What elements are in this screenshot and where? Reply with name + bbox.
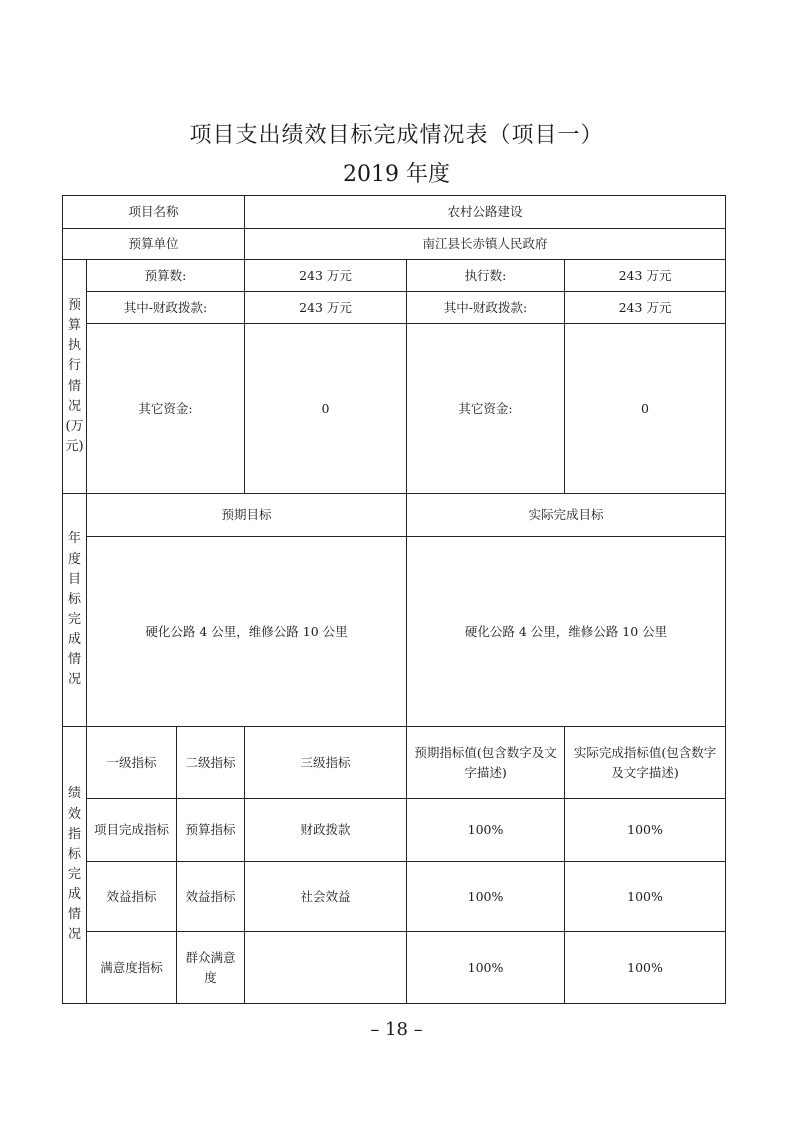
level1-indicator: 效益指标	[87, 862, 177, 932]
annual-goal-header-row	[63, 494, 726, 537]
execution-amount-label: 执行数:	[407, 260, 565, 292]
actual-goal-header: 实际完成目标	[407, 494, 726, 537]
budget-section-char: 执	[67, 338, 81, 354]
table-row	[63, 862, 726, 932]
fiscal-value-right: 243 万元	[565, 292, 726, 324]
annual-goal-section-char: 完	[67, 612, 81, 627]
annual-goal-section-char: 况	[67, 672, 81, 688]
budget-section-label	[63, 260, 87, 494]
level1-indicator: 项目完成指标	[87, 799, 177, 862]
annual-goal-section-char: 成	[67, 632, 81, 648]
execution-amount-value: 243 万元	[565, 260, 726, 292]
other-funds-label-left: 其它资金:	[87, 324, 245, 494]
budget-amount-value: 243 万元	[245, 260, 407, 292]
expected-goal-text: 硬化公路 4 公里，维修公路 10 公里	[87, 537, 407, 727]
indicator-header-row	[63, 727, 726, 799]
page-number: – 18 –	[370, 1019, 423, 1040]
expected-value-header: 预期指标值(包含数字及文字描述)	[407, 727, 565, 799]
budget-section-char: 元)	[65, 438, 84, 454]
level2-indicator: 群众满意度	[177, 932, 245, 1004]
level2-indicator: 预算指标	[177, 799, 245, 862]
fiscal-value-left: 243 万元	[245, 292, 407, 324]
other-funds-row	[63, 324, 726, 494]
fiscal-label-left: 其中-财政拨款:	[87, 292, 245, 324]
annual-goal-section-char: 度	[67, 551, 81, 567]
performance-section-char: 指	[67, 826, 81, 842]
expected-value: 100%	[407, 862, 565, 932]
budget-section-char: 情	[67, 378, 81, 394]
performance-section-char: 标	[67, 846, 81, 862]
performance-section-char: 情	[67, 907, 81, 923]
level3-indicator	[245, 932, 407, 1004]
level3-indicator: 财政拨款	[245, 799, 407, 862]
annual-goal-section-char: 情	[67, 652, 81, 668]
budget-row	[63, 260, 726, 292]
annual-goal-section-char: 年	[67, 531, 81, 547]
project-name-value: 农村公路建设	[245, 196, 726, 229]
actual-value: 100%	[565, 862, 726, 932]
annual-goal-section-label	[63, 494, 87, 727]
level2-indicator: 效益指标	[177, 862, 245, 932]
actual-value: 100%	[565, 799, 726, 862]
project-name-label: 项目名称	[63, 196, 245, 229]
performance-section-label	[63, 727, 87, 1004]
level3-indicator-header: 三级指标	[245, 727, 407, 799]
budget-unit-row	[63, 229, 726, 260]
level1-indicator-header: 一级指标	[87, 727, 177, 799]
performance-form-table	[62, 195, 726, 1004]
actual-goal-text: 硬化公路 4 公里，维修公路 10 公里	[407, 537, 726, 727]
page-subtitle-year: 2019 年度	[343, 162, 450, 187]
fiscal-label-right: 其中-财政拨款:	[407, 292, 565, 324]
budget-unit-value: 南江县长赤镇人民政府	[245, 229, 726, 260]
other-funds-label-right: 其它资金:	[407, 324, 565, 494]
budget-section-char: 算	[67, 318, 81, 334]
performance-section-char: 况	[67, 927, 81, 943]
level1-indicator: 满意度指标	[87, 932, 177, 1004]
annual-goal-section-char: 标	[67, 591, 81, 607]
performance-section-char: 效	[67, 806, 81, 822]
level2-indicator-header: 二级指标	[177, 727, 245, 799]
table-row	[63, 932, 726, 1004]
annual-goal-section-char: 目	[67, 571, 81, 587]
budget-section-char: 预	[67, 297, 81, 313]
page-title: 项目支出绩效目标完成情况表（项目一）	[189, 123, 604, 148]
table-row	[63, 799, 726, 862]
other-funds-value-left: 0	[245, 324, 407, 494]
expected-value: 100%	[407, 932, 565, 1004]
level3-indicator: 社会效益	[245, 862, 407, 932]
budget-section-char: 况	[67, 398, 81, 414]
other-funds-value-right: 0	[565, 324, 726, 494]
expected-goal-header: 预期目标	[87, 494, 407, 537]
budget-unit-label: 预算单位	[63, 229, 245, 260]
budget-section-char: (万	[65, 418, 84, 434]
actual-value: 100%	[565, 932, 726, 1004]
performance-section-char: 绩	[67, 786, 81, 802]
performance-section-char: 完	[67, 867, 81, 882]
project-name-row	[63, 196, 726, 229]
actual-value-header: 实际完成指标值(包含数字及文字描述)	[565, 727, 726, 799]
budget-amount-label: 预算数:	[87, 260, 245, 292]
fiscal-row	[63, 292, 726, 324]
expected-value: 100%	[407, 799, 565, 862]
performance-section-char: 成	[67, 887, 81, 903]
budget-section-char: 行	[67, 358, 81, 374]
annual-goal-content-row	[63, 537, 726, 727]
